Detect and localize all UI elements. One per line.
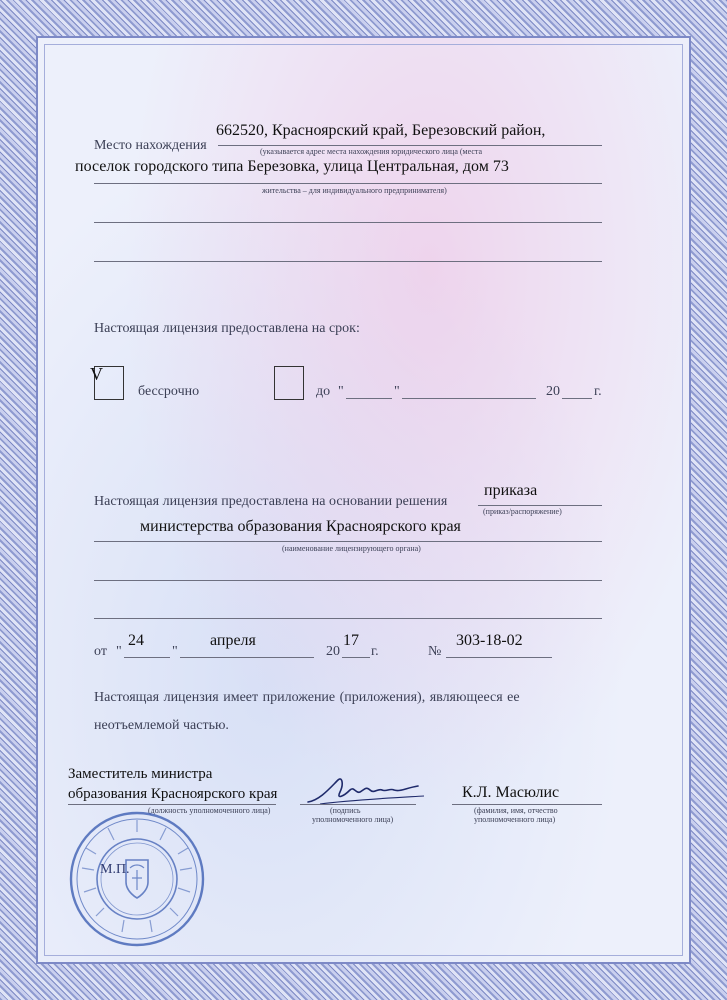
date-year-suffix: г.	[371, 644, 379, 659]
date-day-underline	[124, 657, 170, 658]
location-line1: 662520, Красноярский край, Березовский район,	[216, 122, 546, 139]
sign-caption1: (подпись	[330, 806, 361, 815]
until-month-blank	[402, 398, 536, 399]
basis-underline3	[94, 618, 602, 619]
signature-underline	[300, 804, 416, 805]
appendix-line1: Настоящая лицензия имеет приложение (приложения), являющееся ее	[94, 690, 520, 705]
until-year-suffix: г.	[594, 384, 602, 399]
date-month-underline	[180, 657, 314, 658]
date-year-underline	[342, 657, 370, 658]
decision-underline	[478, 505, 602, 506]
date-year-prefix: 20	[326, 644, 340, 659]
basis-underline2	[94, 580, 602, 581]
until-year-prefix: 20	[546, 384, 560, 399]
official-seal	[66, 808, 208, 950]
until-quote-close: "	[394, 384, 400, 399]
term-label: Настоящая лицензия предоставлена на срок:	[94, 321, 360, 336]
appendix-line2: неотъемлемой частью.	[94, 718, 229, 733]
date-from-label: от	[94, 644, 107, 659]
option-unlimited: бессрочно	[138, 384, 200, 399]
checkbox-until	[274, 366, 304, 400]
check-mark: V	[90, 364, 103, 384]
seal-label: М.П.	[100, 862, 130, 877]
location-caption1: (указывается адрес места нахождения юридического лица (места	[260, 147, 483, 156]
option-until-prefix: до	[316, 384, 331, 399]
date-quote-close: "	[172, 644, 178, 659]
position-line2: образования Красноярского края	[68, 786, 278, 802]
decision-caption: (приказ/распоряжение)	[483, 507, 562, 516]
authority-underline	[94, 541, 602, 542]
date-year: 17	[343, 632, 359, 649]
date-month: апреля	[210, 632, 256, 649]
position-underline	[68, 804, 276, 805]
number-underline	[446, 657, 552, 658]
authority-name: министерства образования Красноярского края	[140, 518, 461, 535]
location-underline2	[94, 183, 602, 184]
location-underline4	[94, 261, 602, 262]
number-label: №	[428, 644, 442, 659]
position-caption: (должность уполномоченного лица)	[148, 806, 271, 815]
until-year-blank	[562, 398, 592, 399]
sign-caption2: уполномоченного лица)	[312, 815, 394, 824]
date-day: 24	[128, 632, 144, 649]
decision-type: приказа	[484, 482, 538, 499]
signatory-name: К.Л. Масюлис	[462, 784, 560, 801]
position-line1: Заместитель министра	[68, 766, 213, 782]
license-number: 303-18-02	[456, 632, 523, 649]
location-underline1	[218, 145, 602, 146]
location-line2: поселок городского типа Березовка, улица Центральная, дом 73	[75, 158, 509, 175]
location-underline3	[94, 222, 602, 223]
location-caption2: жительства – для индивидуального предпринимателя)	[262, 186, 447, 195]
authority-caption: (наименование лицензирующего органа)	[282, 544, 421, 553]
location-label: Место нахождения	[94, 138, 207, 153]
name-caption2: уполномоченного лица)	[474, 815, 556, 824]
until-day-blank	[346, 398, 392, 399]
basis-label: Настоящая лицензия предоставлена на основании решения	[94, 494, 448, 509]
until-quote-open: "	[338, 384, 344, 399]
date-quote-open: "	[116, 644, 122, 659]
name-underline	[452, 804, 602, 805]
name-caption1: (фамилия, имя, отчество	[474, 806, 558, 815]
